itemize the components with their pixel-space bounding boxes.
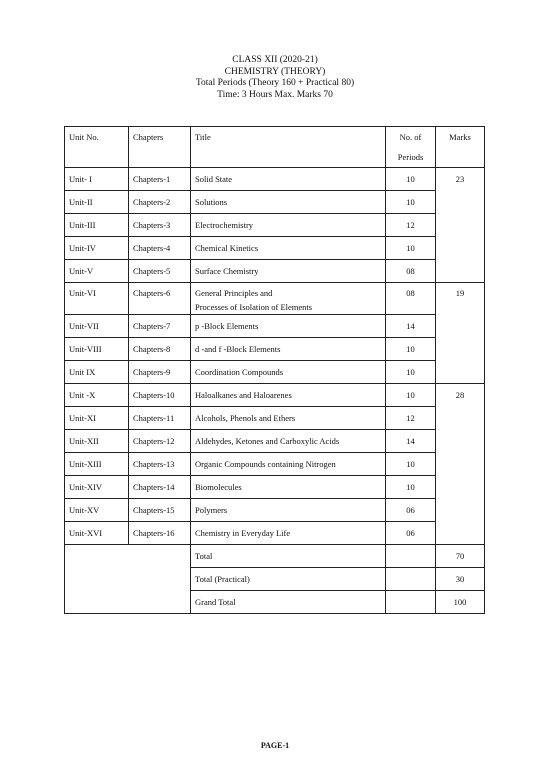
total-periods-blank bbox=[386, 591, 436, 614]
chapter-cell: Chapters-12 bbox=[129, 430, 191, 453]
chapter-cell: Chapters-2 bbox=[129, 191, 191, 214]
table-row bbox=[65, 499, 485, 522]
title-cell bbox=[191, 283, 386, 315]
total-periods: Total Periods (Theory 160 + Practical 80) bbox=[195, 78, 355, 88]
title-cell: d -and f -Block Elements bbox=[191, 338, 386, 361]
chapter-cell: Chapters-3 bbox=[129, 214, 191, 237]
title-line2: Processes of Isolation of Elements bbox=[195, 302, 313, 312]
unit-cell: Unit-XIII bbox=[65, 453, 129, 476]
table-row bbox=[65, 430, 485, 453]
chapter-cell: Chapters-1 bbox=[129, 168, 191, 191]
class-title: CLASS XII (2020-21) bbox=[232, 55, 318, 65]
chapter-cell: Chapters-5 bbox=[129, 260, 191, 283]
chapter-cell: Chapters-9 bbox=[129, 361, 191, 384]
col-header-chapters: Chapters bbox=[129, 127, 191, 168]
table-row bbox=[65, 522, 485, 545]
page-number: PAGE-1 bbox=[260, 741, 290, 750]
totals-blank-cell bbox=[65, 545, 191, 614]
marks-cell-group-1: 23 bbox=[436, 168, 485, 283]
unit-cell: Unit-II bbox=[65, 191, 129, 214]
table-row bbox=[65, 237, 485, 260]
unit-cell: Unit-IV bbox=[65, 237, 129, 260]
table-row bbox=[65, 214, 485, 237]
table-row bbox=[65, 407, 485, 430]
periods-header-line1: No. of bbox=[399, 132, 422, 142]
unit-cell: Unit-XIV bbox=[65, 476, 129, 499]
title-cell: Aldehydes, Ketones and Carboxylic Acids bbox=[191, 430, 386, 453]
unit-cell: Unit- I bbox=[65, 168, 129, 191]
title-cell: Surface Chemistry bbox=[191, 260, 386, 283]
periods-cell: 08 bbox=[386, 283, 436, 315]
periods-cell: 12 bbox=[386, 214, 436, 237]
title-cell: Electrochemistry bbox=[191, 214, 386, 237]
periods-header-line2: Periods bbox=[397, 152, 424, 162]
unit-cell: Unit-VIII bbox=[65, 338, 129, 361]
time-marks: Time: 3 Hours Max. Marks 70 bbox=[217, 89, 333, 100]
total-label: Total bbox=[191, 545, 386, 568]
title-cell: Organic Compounds containing Nitrogen bbox=[191, 453, 386, 476]
title-cell: Coordination Compounds bbox=[191, 361, 386, 384]
title-cell: Haloalkanes and Haloarenes bbox=[191, 384, 386, 407]
total-label: Total (Practical) bbox=[191, 568, 386, 591]
unit-cell: Unit-VI bbox=[65, 283, 129, 315]
periods-cell: 10 bbox=[386, 361, 436, 384]
col-header-unit: Unit No. bbox=[65, 127, 129, 168]
title-cell: Chemistry in Everyday Life bbox=[191, 522, 386, 545]
chapter-cell: Chapters-8 bbox=[129, 338, 191, 361]
periods-cell: 10 bbox=[386, 191, 436, 214]
title-line1: General Principles and bbox=[195, 288, 273, 298]
chapter-cell: Chapters-15 bbox=[129, 499, 191, 522]
total-label: Grand Total bbox=[191, 591, 386, 614]
document-header bbox=[0, 55, 550, 101]
table-row bbox=[65, 168, 485, 191]
col-header-periods bbox=[386, 127, 436, 168]
table-row bbox=[65, 338, 485, 361]
chapter-cell: Chapters-16 bbox=[129, 522, 191, 545]
title-cell: Chemical Kinetics bbox=[191, 237, 386, 260]
periods-cell: 10 bbox=[386, 453, 436, 476]
table-row bbox=[65, 453, 485, 476]
chapter-cell: Chapters-10 bbox=[129, 384, 191, 407]
unit-cell: Unit-XII bbox=[65, 430, 129, 453]
unit-cell: Unit -X bbox=[65, 384, 129, 407]
periods-cell: 10 bbox=[386, 384, 436, 407]
chapter-cell: Chapters-7 bbox=[129, 315, 191, 338]
col-header-title: Title bbox=[191, 127, 386, 168]
periods-cell: 06 bbox=[386, 499, 436, 522]
unit-cell: Unit-VII bbox=[65, 315, 129, 338]
unit-cell: Unit-V bbox=[65, 260, 129, 283]
chapter-cell: Chapters-13 bbox=[129, 453, 191, 476]
table-row bbox=[65, 191, 485, 214]
total-marks: 30 bbox=[436, 568, 485, 591]
table-row bbox=[65, 260, 485, 283]
periods-cell: 10 bbox=[386, 338, 436, 361]
periods-cell: 08 bbox=[386, 260, 436, 283]
unit-cell: Unit-XVI bbox=[65, 522, 129, 545]
chapter-cell: Chapters-6 bbox=[129, 283, 191, 315]
unit-cell: Unit IX bbox=[65, 361, 129, 384]
periods-cell: 12 bbox=[386, 407, 436, 430]
total-periods-blank bbox=[386, 545, 436, 568]
title-cell: Solid State bbox=[191, 168, 386, 191]
table-row bbox=[65, 315, 485, 338]
periods-cell: 14 bbox=[386, 430, 436, 453]
marks-cell-group-3: 28 bbox=[436, 384, 485, 545]
periods-cell: 10 bbox=[386, 168, 436, 191]
total-marks: 70 bbox=[436, 545, 485, 568]
periods-cell: 06 bbox=[386, 522, 436, 545]
unit-cell: Unit-XV bbox=[65, 499, 129, 522]
chapter-cell: Chapters-14 bbox=[129, 476, 191, 499]
marks-cell-group-2: 19 bbox=[436, 283, 485, 384]
title-cell: Solutions bbox=[191, 191, 386, 214]
subject-title: CHEMISTRY (THEORY) bbox=[224, 66, 326, 77]
unit-cell: Unit-III bbox=[65, 214, 129, 237]
syllabus-table bbox=[64, 126, 485, 614]
table-row bbox=[65, 384, 485, 407]
table-row bbox=[65, 283, 485, 315]
total-row bbox=[65, 545, 485, 568]
col-header-marks: Marks bbox=[436, 127, 485, 168]
table-row bbox=[65, 476, 485, 499]
unit-cell: Unit-XI bbox=[65, 407, 129, 430]
title-cell: Alcohols, Phenols and Ethers bbox=[191, 407, 386, 430]
total-marks: 100 bbox=[436, 591, 485, 614]
table-row bbox=[65, 361, 485, 384]
periods-cell: 14 bbox=[386, 315, 436, 338]
title-cell: Biomolecules bbox=[191, 476, 386, 499]
periods-cell: 10 bbox=[386, 476, 436, 499]
table-header-row bbox=[65, 127, 485, 168]
periods-cell: 10 bbox=[386, 237, 436, 260]
chapter-cell: Chapters-4 bbox=[129, 237, 191, 260]
chapter-cell: Chapters-11 bbox=[129, 407, 191, 430]
total-periods-blank bbox=[386, 568, 436, 591]
title-cell: p -Block Elements bbox=[191, 315, 386, 338]
title-cell: Polymers bbox=[191, 499, 386, 522]
